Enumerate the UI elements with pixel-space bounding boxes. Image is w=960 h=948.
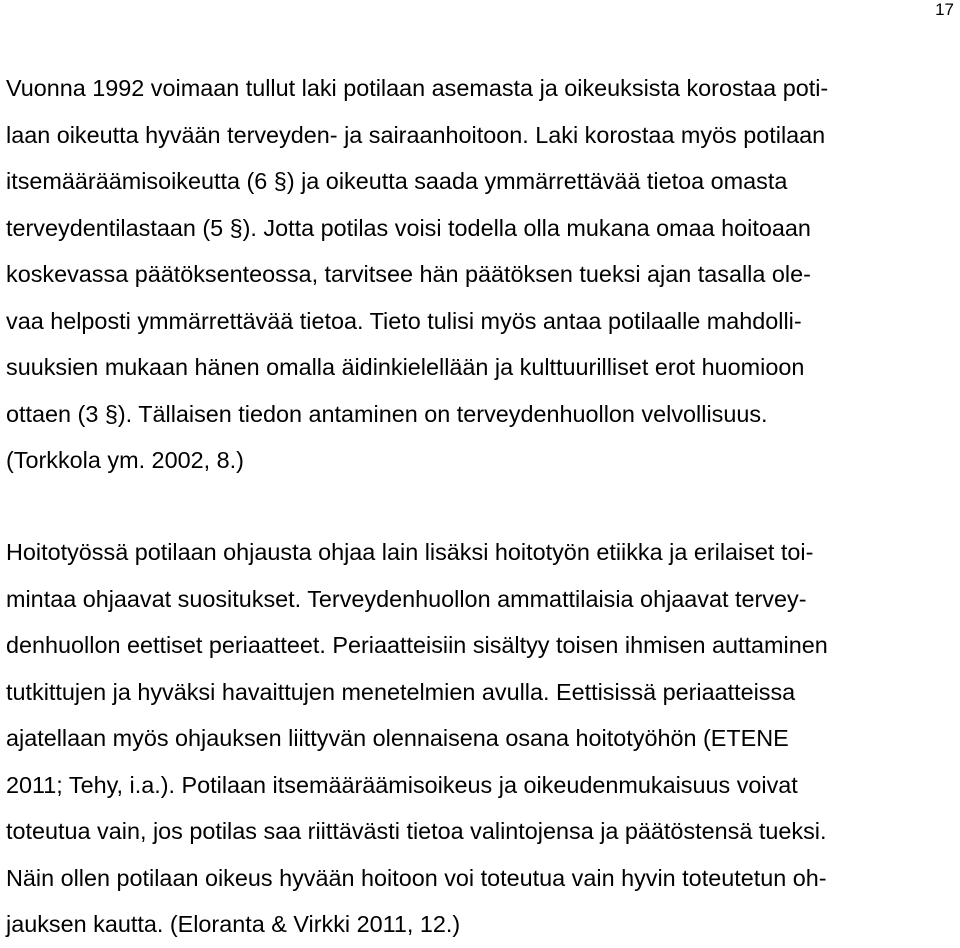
text-line: 2011; Tehy, i.a.). Potilaan itsemääräämisoikeus ja oikeudenmukaisuus voivat (6, 771, 798, 798)
text-line: tutkittujen ja hyväksi havaittujen menetelmien avulla. Eettisissä periaatteissa (6, 678, 796, 705)
text-line: ajatellaan myös ohjauksen liittyvän olennaisena osana hoitotyöhön (ETENE (6, 725, 789, 751)
text-line: denhuollon eettiset periaatteet. Periaatteisiin sisältyy toisen ihmisen auttaminen (6, 632, 828, 658)
text-line: terveydentilastaan (5 §). Jotta potilas voisi todella olla mukana omaa hoitoaan (6, 214, 811, 241)
text-line: suuksien mukaan hänen omalla äidinkielellään ja kulttuurilliset erot huomioon (6, 354, 805, 380)
text-line: (Torkkola ym. 2002, 8.) (6, 447, 244, 473)
paragraph-ethics-guidance (6, 529, 956, 948)
text-line: Hoitotyössä potilaan ohjausta ohjaa lain lisäksi hoitotyön etiikka ja erilaiset toi- (6, 539, 814, 565)
text-line: vaa helposti ymmärrettävää tietoa. Tieto tulisi myös antaa potilaalle mahdolli- (6, 307, 802, 334)
text-line: itsemääräämisoikeutta (6 §) ja oikeutta saada ymmärrettävää tietoa omasta (6, 168, 788, 194)
page-number: 17 (935, 0, 954, 19)
text-line: koskevassa päätöksenteossa, tarvitsee hän päätöksen tueksi ajan tasalla ole- (6, 261, 811, 287)
text-line: mintaa ohjaavat suositukset. Terveydenhuollon ammattilaisia ohjaavat tervey- (6, 585, 807, 612)
paragraph-patient-rights (6, 65, 956, 484)
text-line: Vuonna 1992 voimaan tullut laki potilaan asemasta ja oikeuksista korostaa poti- (6, 75, 829, 101)
text-line: Näin ollen potilaan oikeus hyvään hoitoon voi toteutua vain hyvin toteutetun oh- (6, 864, 827, 891)
text-line: toteutua vain, jos potilas saa riittävästi tietoa valintojensa ja päätöstensä tueksi. (6, 818, 827, 844)
text-line: jauksen kautta. (Eloranta & Virkki 2011, 12.) (6, 911, 461, 937)
text-line: ottaen (3 §). Tällaisen tiedon antaminen on terveydenhuollon velvollisuus. (6, 400, 768, 427)
text-line: laan oikeutta hyvään terveyden- ja sairaanhoitoon. Laki korostaa myös potilaan (6, 121, 826, 148)
